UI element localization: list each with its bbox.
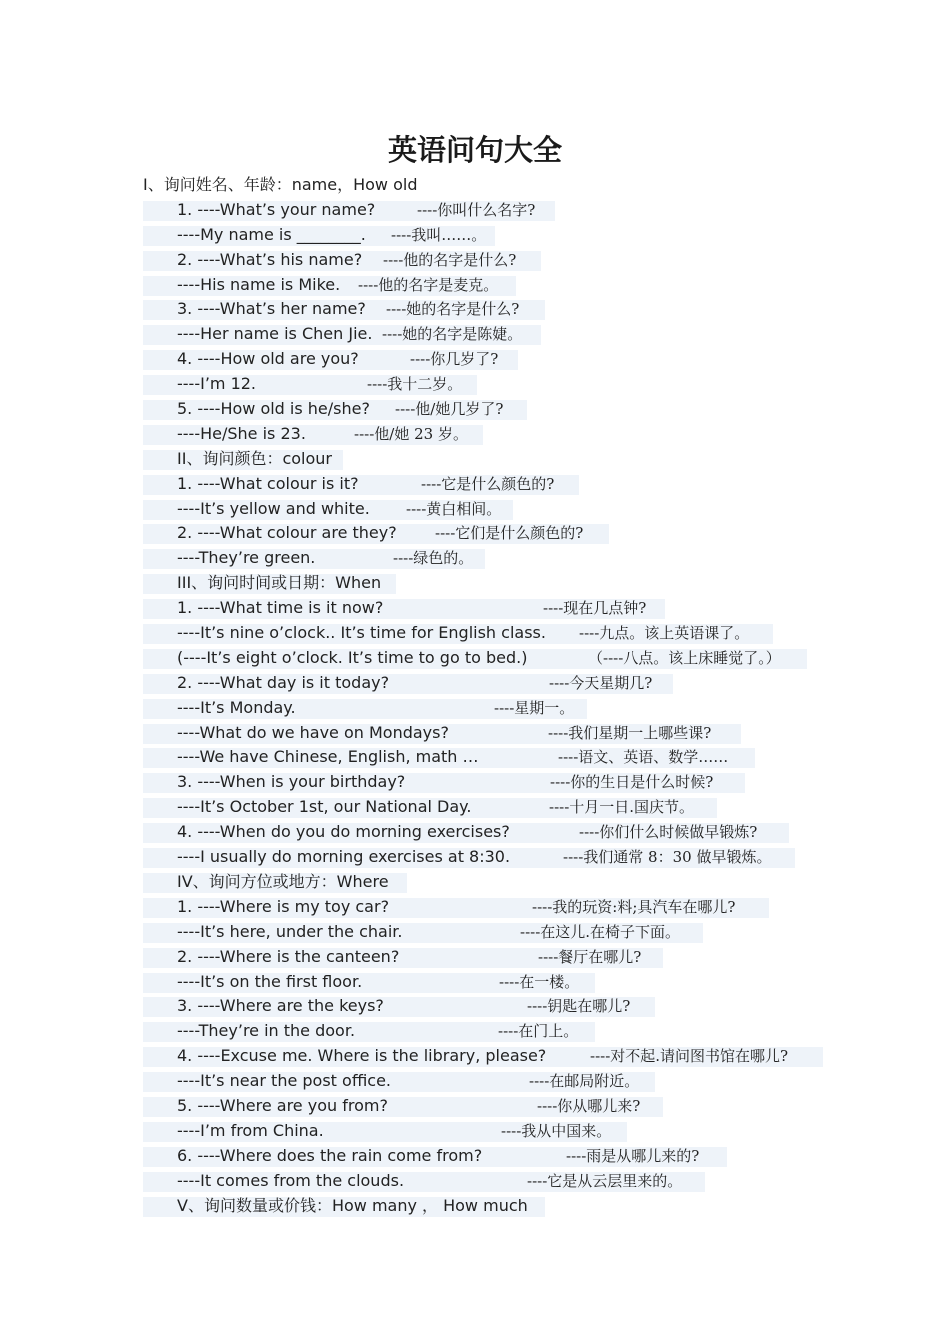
line-chinese: ----我从中国来。 — [501, 1121, 612, 1140]
line-english: ----It’s yellow and white. — [177, 498, 370, 518]
list-item — [0, 770, 950, 795]
list-item — [0, 521, 950, 546]
line-chinese: ----他的名字是麦克。 — [358, 275, 499, 294]
line-english: ----What do we have on Mondays? — [177, 722, 449, 742]
list-item — [0, 1119, 950, 1144]
line-chinese: ----你们什么时候做早锻炼? — [579, 823, 758, 842]
line-english: ----It’s Monday. — [177, 697, 296, 717]
list-item — [0, 945, 950, 970]
line-chinese: ----你的生日是什么时候? — [550, 773, 714, 792]
line-chinese: ----你叫什么名字? — [417, 200, 536, 219]
line-chinese: ----我们星期一上哪些课? — [548, 723, 712, 742]
line-english: 5. ----How old is he/she? — [177, 399, 370, 419]
line-chinese: ----星期一。 — [494, 698, 575, 717]
list-item — [0, 696, 950, 721]
line-english: 1. ----What’s your name? — [177, 199, 376, 219]
list-item — [0, 497, 950, 522]
section-header — [0, 1194, 950, 1219]
list-item — [0, 472, 950, 497]
list-item — [0, 397, 950, 422]
line-english: 1. ----What colour is it? — [177, 473, 359, 493]
list-item — [0, 795, 950, 820]
list-item — [0, 546, 950, 571]
line-english: ----It’s on the first floor. — [177, 971, 363, 991]
line-english: ----I’m 12. — [177, 374, 257, 394]
list-item — [0, 248, 950, 273]
line-english: III、询问时间或日期：When — [177, 573, 382, 593]
list-item — [0, 297, 950, 322]
line-chinese: ----雨是从哪儿来的? — [566, 1146, 700, 1165]
line-chinese: ----他/她几岁了? — [395, 400, 504, 419]
line-english: 4. ----When do you do morning exercises? — [177, 822, 510, 842]
line-english: ----We have Chinese, English, math … — [177, 747, 479, 767]
line-english: 6. ----Where does the rain come from? — [177, 1145, 483, 1165]
line-english: 2. ----What day is it today? — [177, 672, 390, 692]
line-english: ----Her name is Chen Jie. — [177, 324, 373, 344]
list-item — [0, 671, 950, 696]
question-list — [0, 173, 950, 1218]
list-item — [0, 422, 950, 447]
line-english: ----It’s here, under the chair. — [177, 921, 403, 941]
line-english: 2. ----What’s his name? — [177, 249, 363, 269]
list-item — [0, 596, 950, 621]
list-item — [0, 322, 950, 347]
line-english: 1. ----What time is it now? — [177, 598, 384, 618]
line-chinese: ----它是什么颜色的? — [421, 474, 555, 493]
line-chinese: ----她的名字是什么? — [386, 300, 520, 319]
line-english: 2. ----What colour are they? — [177, 523, 397, 543]
line-english: ----They’re in the door. — [177, 1021, 356, 1041]
line-chinese: ----我叫……。 — [391, 225, 487, 244]
line-english: 4. ----How old are you? — [177, 349, 359, 369]
line-chinese: ----我的玩资:料;具汽车在哪儿? — [532, 897, 736, 916]
line-chinese: ----你从哪儿来? — [537, 1096, 641, 1115]
line-english: ----It comes from the clouds. — [177, 1170, 405, 1190]
list-item — [0, 994, 950, 1019]
line-english: 3. ----When is your birthday? — [177, 772, 406, 792]
line-chinese: ----它们是什么颜色的? — [435, 524, 584, 543]
line-chinese: ----你几岁了? — [410, 350, 499, 369]
list-item — [0, 621, 950, 646]
line-english: II、询问颜色：colour — [177, 448, 332, 468]
line-chinese: ----黄白相间。 — [406, 499, 502, 518]
line-chinese: ----他的名字是什么? — [383, 250, 517, 269]
section-header — [0, 571, 950, 596]
line-chinese: ----对不起.请问图书馆在哪儿? — [590, 1047, 789, 1066]
line-english: ----They’re green. — [177, 548, 316, 568]
list-item — [0, 895, 950, 920]
line-chinese: ----餐厅在哪儿? — [538, 947, 642, 966]
line-chinese: ----语文、英语、数学…… — [558, 748, 729, 767]
list-item — [0, 1169, 950, 1194]
line-chinese: ----在一楼。 — [499, 972, 580, 991]
line-english: I、询问姓名、年龄：name，How old — [143, 175, 418, 194]
section-header — [0, 447, 950, 472]
list-item — [0, 372, 950, 397]
line-english: (----It’s eight o’clock. It’s time to go to bed.) — [177, 647, 528, 667]
line-english: 1. ----Where is my toy car? — [177, 896, 390, 916]
line-chinese: （----八点。该上床睡觉了。） — [588, 648, 781, 667]
line-chinese: ----今天星期几? — [549, 673, 653, 692]
line-english: ----I’m from China. — [177, 1120, 324, 1140]
list-item — [0, 820, 950, 845]
line-chinese: ----在门上。 — [498, 1022, 579, 1041]
line-english: 3. ----What’s her name? — [177, 299, 366, 319]
list-item — [0, 745, 950, 770]
list-item — [0, 1094, 950, 1119]
line-english: ----I usually do morning exercises at 8:30. — [177, 847, 511, 867]
line-english: ----It’s near the post office. — [177, 1071, 392, 1091]
line-english: ----It’s nine o’clock.. It’s time for English class. — [177, 623, 546, 643]
line-english: ----His name is Mike. — [177, 274, 341, 294]
line-chinese: ----在这儿.在椅子下面。 — [520, 922, 681, 941]
list-item — [0, 273, 950, 298]
line-english: 2. ----Where is the canteen? — [177, 946, 400, 966]
list-item — [0, 198, 950, 223]
line-chinese: ----她的名字是陈婕。 — [382, 325, 523, 344]
line-chinese: ----他/她 23 岁。 — [354, 424, 468, 443]
line-english: 4. ----Excuse me. Where is the library, please? — [177, 1046, 547, 1066]
line-chinese: ----它是从云层里来的。 — [527, 1171, 683, 1190]
list-item — [0, 347, 950, 372]
list-item — [0, 721, 950, 746]
line-chinese: ----十月一日.国庆节。 — [549, 798, 695, 817]
line-english: V、询问数量或价钱：How many ， How much — [177, 1195, 528, 1215]
list-item — [0, 1019, 950, 1044]
line-english: ----My name is ________. — [177, 224, 366, 244]
line-chinese: ----钥匙在哪儿? — [527, 997, 631, 1016]
list-item — [0, 970, 950, 995]
section-header — [0, 870, 950, 895]
list-item — [0, 920, 950, 945]
line-chinese: ----我们通常 8：30 做早锻炼。 — [563, 848, 772, 867]
line-english: ----He/She is 23. — [177, 423, 306, 443]
section-header — [0, 173, 950, 198]
line-chinese: ----九点。该上英语课了。 — [579, 624, 750, 643]
line-chinese: ----在邮局附近。 — [529, 1072, 640, 1091]
line-english: ----It’s October 1st, our National Day. — [177, 797, 472, 817]
line-chinese: ----绿色的。 — [393, 549, 474, 568]
list-item — [0, 646, 950, 671]
line-english: 5. ----Where are you from? — [177, 1095, 388, 1115]
list-item — [0, 1069, 950, 1094]
document-title: 英语问句大全 — [387, 133, 562, 167]
line-chinese: ----现在几点钟? — [543, 599, 647, 618]
line-chinese: ----我十二岁。 — [367, 375, 463, 394]
list-item — [0, 845, 950, 870]
list-item — [0, 223, 950, 248]
line-english: IV、询问方位或地方：Where — [177, 871, 389, 891]
list-item — [0, 1044, 950, 1069]
list-item — [0, 1144, 950, 1169]
line-english: 3. ----Where are the keys? — [177, 996, 384, 1016]
